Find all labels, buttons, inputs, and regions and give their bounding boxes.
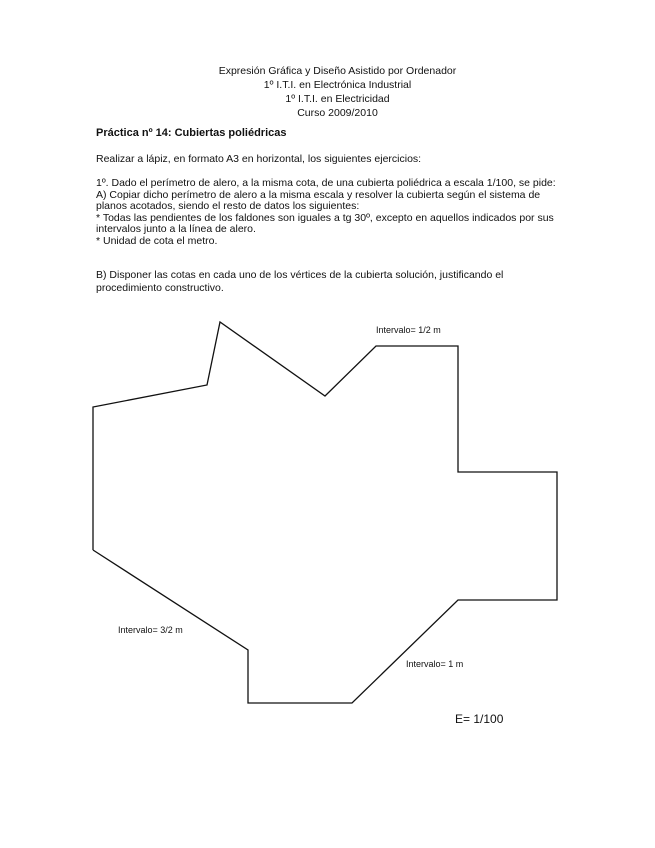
intro-instructions: Realizar a lápiz, en formato A3 en horizontal, los siguientes ejercicios: bbox=[96, 153, 422, 165]
drawing-scale: E= 1/100 bbox=[455, 712, 504, 726]
practice-title: Práctica nº 14: Cubiertas poliédricas bbox=[96, 127, 287, 139]
exercise-part-b: B) Disponer las cotas en cada uno de los vértices de la cubierta solución, justificando el procedimiento constructivo. bbox=[96, 269, 504, 294]
header-academic-year: Curso 2009/2010 bbox=[297, 107, 378, 119]
header-degree-electronics: 1º I.T.I. en Electrónica Industrial bbox=[263, 79, 412, 91]
header-course-name: Expresión Gráfica y Diseño Asistido por Ordenador bbox=[218, 65, 457, 77]
interval-label-top: Intervalo= 1/2 m bbox=[376, 325, 441, 335]
interval-label-bottom: Intervalo= 1 m bbox=[406, 659, 464, 669]
interval-label-left: Intervalo= 3/2 m bbox=[118, 625, 183, 635]
exercise-1-bullet-slopes: * Todas las pendientes de los faldones son iguales a tg 30º, excepto en aquellos indicados por sus intervalos junto a la línea de alero. bbox=[96, 211, 554, 235]
exercise-1-part-a: A) Copiar dicho perímetro de alero a la misma escala y resolver la cubierta según el sistema de planos acotados, siendo el resto de datos los siguientes: bbox=[96, 188, 541, 212]
eave-perimeter-outline bbox=[93, 322, 557, 703]
header-degree-electricity: 1º I.T.I. en Electricidad bbox=[285, 93, 390, 105]
exercise-1-bullet-units: * Unidad de cota el metro. bbox=[96, 234, 218, 247]
exercise-1-lead: 1º. Dado el perímetro de alero, a la misma cota, de una cubierta poliédrica a escala 1/100, se pide: bbox=[96, 177, 556, 189]
